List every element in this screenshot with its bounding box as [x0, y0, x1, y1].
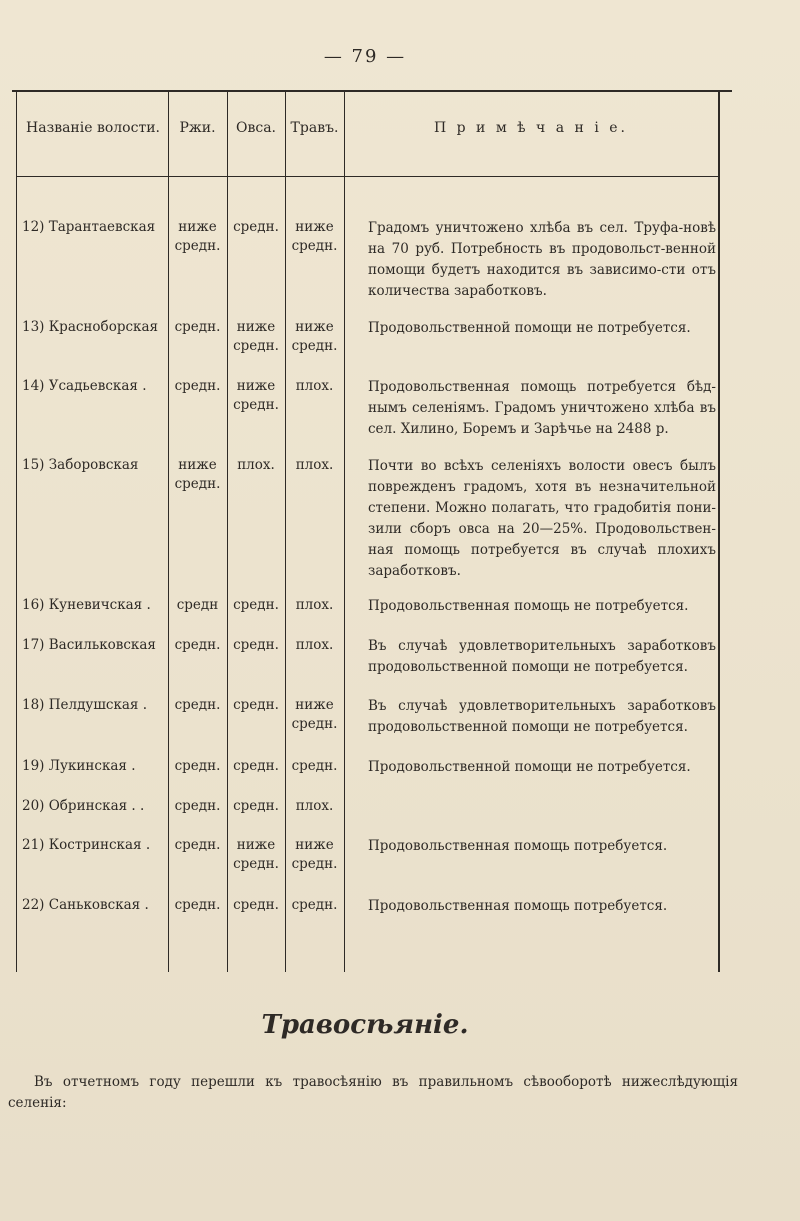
rating-line: ниже	[236, 837, 276, 853]
row-oats-rating	[227, 757, 285, 776]
row-volost-name: 17) Васильковская	[22, 637, 156, 653]
rating-line: ниже	[295, 697, 334, 713]
rating-line: плох.	[295, 798, 334, 814]
rating-line: средн.	[291, 338, 338, 354]
rating-line: ниже	[295, 219, 334, 235]
rating-line: средн.	[174, 319, 221, 335]
row-oats-rating	[227, 696, 285, 715]
rating-line: плох.	[295, 637, 334, 653]
row-volost-name: 15) Заборовская	[22, 457, 139, 473]
row-grass-rating	[285, 757, 344, 776]
table-header-rule	[16, 176, 720, 177]
rating-line: плох.	[295, 457, 334, 473]
row-volost-name: 12) Тарантаевская	[22, 219, 156, 235]
row-rye-rating	[168, 757, 227, 776]
row-note: Продовольственной помощи не потребуется.	[368, 759, 691, 775]
rating-line: средн.	[174, 897, 221, 913]
row-grass-rating	[285, 696, 344, 734]
rating-line: средн	[176, 597, 219, 613]
rating-line: средн.	[174, 637, 221, 653]
row-oats-rating	[227, 596, 285, 615]
rating-line: средн.	[233, 637, 279, 653]
row-note: Градомъ уничтожено хлѣба въ сел. Труфа-новѣ на 70 руб. Потребность въ продовольст-венной помощи будетъ находится въ зависимо-сти отъ количества заработковъ.	[368, 220, 716, 299]
row-volost-name: 16) Куневичская .	[22, 597, 151, 613]
rating-line: плох.	[295, 597, 334, 613]
rating-line: средн.	[174, 697, 221, 713]
rating-line: средн.	[174, 238, 221, 254]
rating-line: ниже	[236, 378, 276, 394]
row-volost-name: 22) Саньковская .	[22, 897, 149, 913]
row-note: Продовольственная помощь потребуется.	[368, 838, 668, 854]
row-volost-name: 19) Лукинская .	[22, 758, 136, 774]
row-grass-rating	[285, 456, 344, 475]
row-oats-rating	[227, 456, 285, 475]
table-border-right	[718, 92, 720, 972]
rating-line: средн.	[233, 897, 279, 913]
row-note: Продовольственная помощь не потребуется.	[368, 598, 689, 614]
rating-line: средн.	[233, 798, 279, 814]
row-volost-name: 20) Обринская . .	[22, 798, 145, 814]
header-note: П р и м ѣ ч а н і е.	[433, 120, 629, 136]
row-volost-name: 21) Костринская .	[22, 837, 151, 853]
rating-line: ниже	[178, 457, 217, 473]
rating-line: средн.	[291, 856, 338, 872]
rating-line: средн.	[233, 758, 279, 774]
page-number: — 79 —	[323, 46, 407, 67]
row-rye-rating	[168, 797, 227, 816]
row-oats-rating	[227, 797, 285, 816]
header-volost: Названіе волости.	[26, 120, 160, 136]
row-rye-rating	[168, 896, 227, 915]
row-rye-rating	[168, 318, 227, 337]
table-top-rule	[12, 90, 732, 92]
header-grass: Травъ.	[290, 120, 339, 136]
section-title: Травосѣяніе.	[261, 1010, 469, 1040]
row-grass-rating	[285, 896, 344, 915]
rating-line: плох.	[237, 457, 275, 473]
row-oats-rating	[227, 636, 285, 655]
rating-line: средн.	[233, 338, 279, 354]
row-oats-rating	[227, 836, 285, 874]
rating-line: ниже	[178, 219, 217, 235]
row-rye-rating	[168, 696, 227, 715]
body-paragraph: Въ отчетномъ году перешли къ травосѣянію въ правильномъ сѣвооборотѣ нижеслѣдующія селенія:	[8, 1074, 738, 1111]
row-note: Продовольственной помощи не потребуется.	[368, 320, 691, 336]
row-grass-rating	[285, 377, 344, 396]
row-grass-rating	[285, 797, 344, 816]
rating-line: средн.	[291, 897, 338, 913]
rating-line: средн.	[233, 697, 279, 713]
rating-line: ниже	[295, 837, 334, 853]
rating-line: средн.	[174, 798, 221, 814]
row-note: Почти во всѣхъ селеніяхъ волости овесъ былъ поврежденъ градомъ, хотя въ незначительной степени. Можно полагать, что градобитія пони-зили сборъ овса на 20—25%. Продовольствен-ная помощь потребуется въ случаѣ плохихъ заработковъ.	[368, 458, 716, 579]
rating-line: средн.	[174, 758, 221, 774]
row-note: Въ случаѣ удовлетворительныхъ заработковъ продовольственной помощи не потребуется.	[368, 638, 716, 675]
row-oats-rating	[227, 318, 285, 356]
row-grass-rating	[285, 318, 344, 356]
rating-line: средн.	[233, 597, 279, 613]
row-grass-rating	[285, 218, 344, 256]
row-grass-rating	[285, 596, 344, 615]
row-volost-name: 14) Усадьевская .	[22, 378, 147, 394]
rating-line: средн.	[291, 758, 338, 774]
column-divider-note	[344, 92, 345, 972]
header-oats: Овса.	[236, 120, 276, 136]
table-border-left	[16, 92, 17, 972]
row-rye-rating	[168, 636, 227, 655]
header-rye: Ржи.	[179, 120, 216, 136]
row-oats-rating	[227, 218, 285, 237]
rating-line: средн.	[174, 837, 221, 853]
rating-line: средн.	[233, 397, 279, 413]
row-oats-rating	[227, 377, 285, 415]
row-note: Продовольственная помощь потребуется бѣд-нымъ селеніямъ. Градомъ уничтожено хлѣба въ сел. Хилино, Боремъ и Зарѣчье на 2488 р.	[368, 379, 716, 437]
rating-line: средн.	[233, 856, 279, 872]
row-volost-name: 18) Пелдушская .	[22, 697, 148, 713]
rating-line: средн.	[174, 378, 221, 394]
rating-line: ниже	[236, 319, 276, 335]
row-rye-rating	[168, 836, 227, 855]
rating-line: ниже	[295, 319, 334, 335]
rating-line: средн.	[233, 219, 279, 235]
rating-line: плох.	[295, 378, 334, 394]
row-grass-rating	[285, 836, 344, 874]
row-volost-name: 13) Красноборская	[22, 319, 159, 335]
row-rye-rating	[168, 596, 227, 615]
rating-line: средн.	[291, 238, 338, 254]
row-grass-rating	[285, 636, 344, 655]
row-note: Въ случаѣ удовлетворительныхъ заработковъ продовольственной помощи не потребуется.	[368, 698, 716, 735]
row-rye-rating	[168, 218, 227, 256]
row-note: Продовольственная помощь потребуется.	[368, 898, 668, 914]
rating-line: средн.	[291, 716, 338, 732]
rating-line: средн.	[174, 476, 221, 492]
row-rye-rating	[168, 456, 227, 494]
row-rye-rating	[168, 377, 227, 396]
row-oats-rating	[227, 896, 285, 915]
